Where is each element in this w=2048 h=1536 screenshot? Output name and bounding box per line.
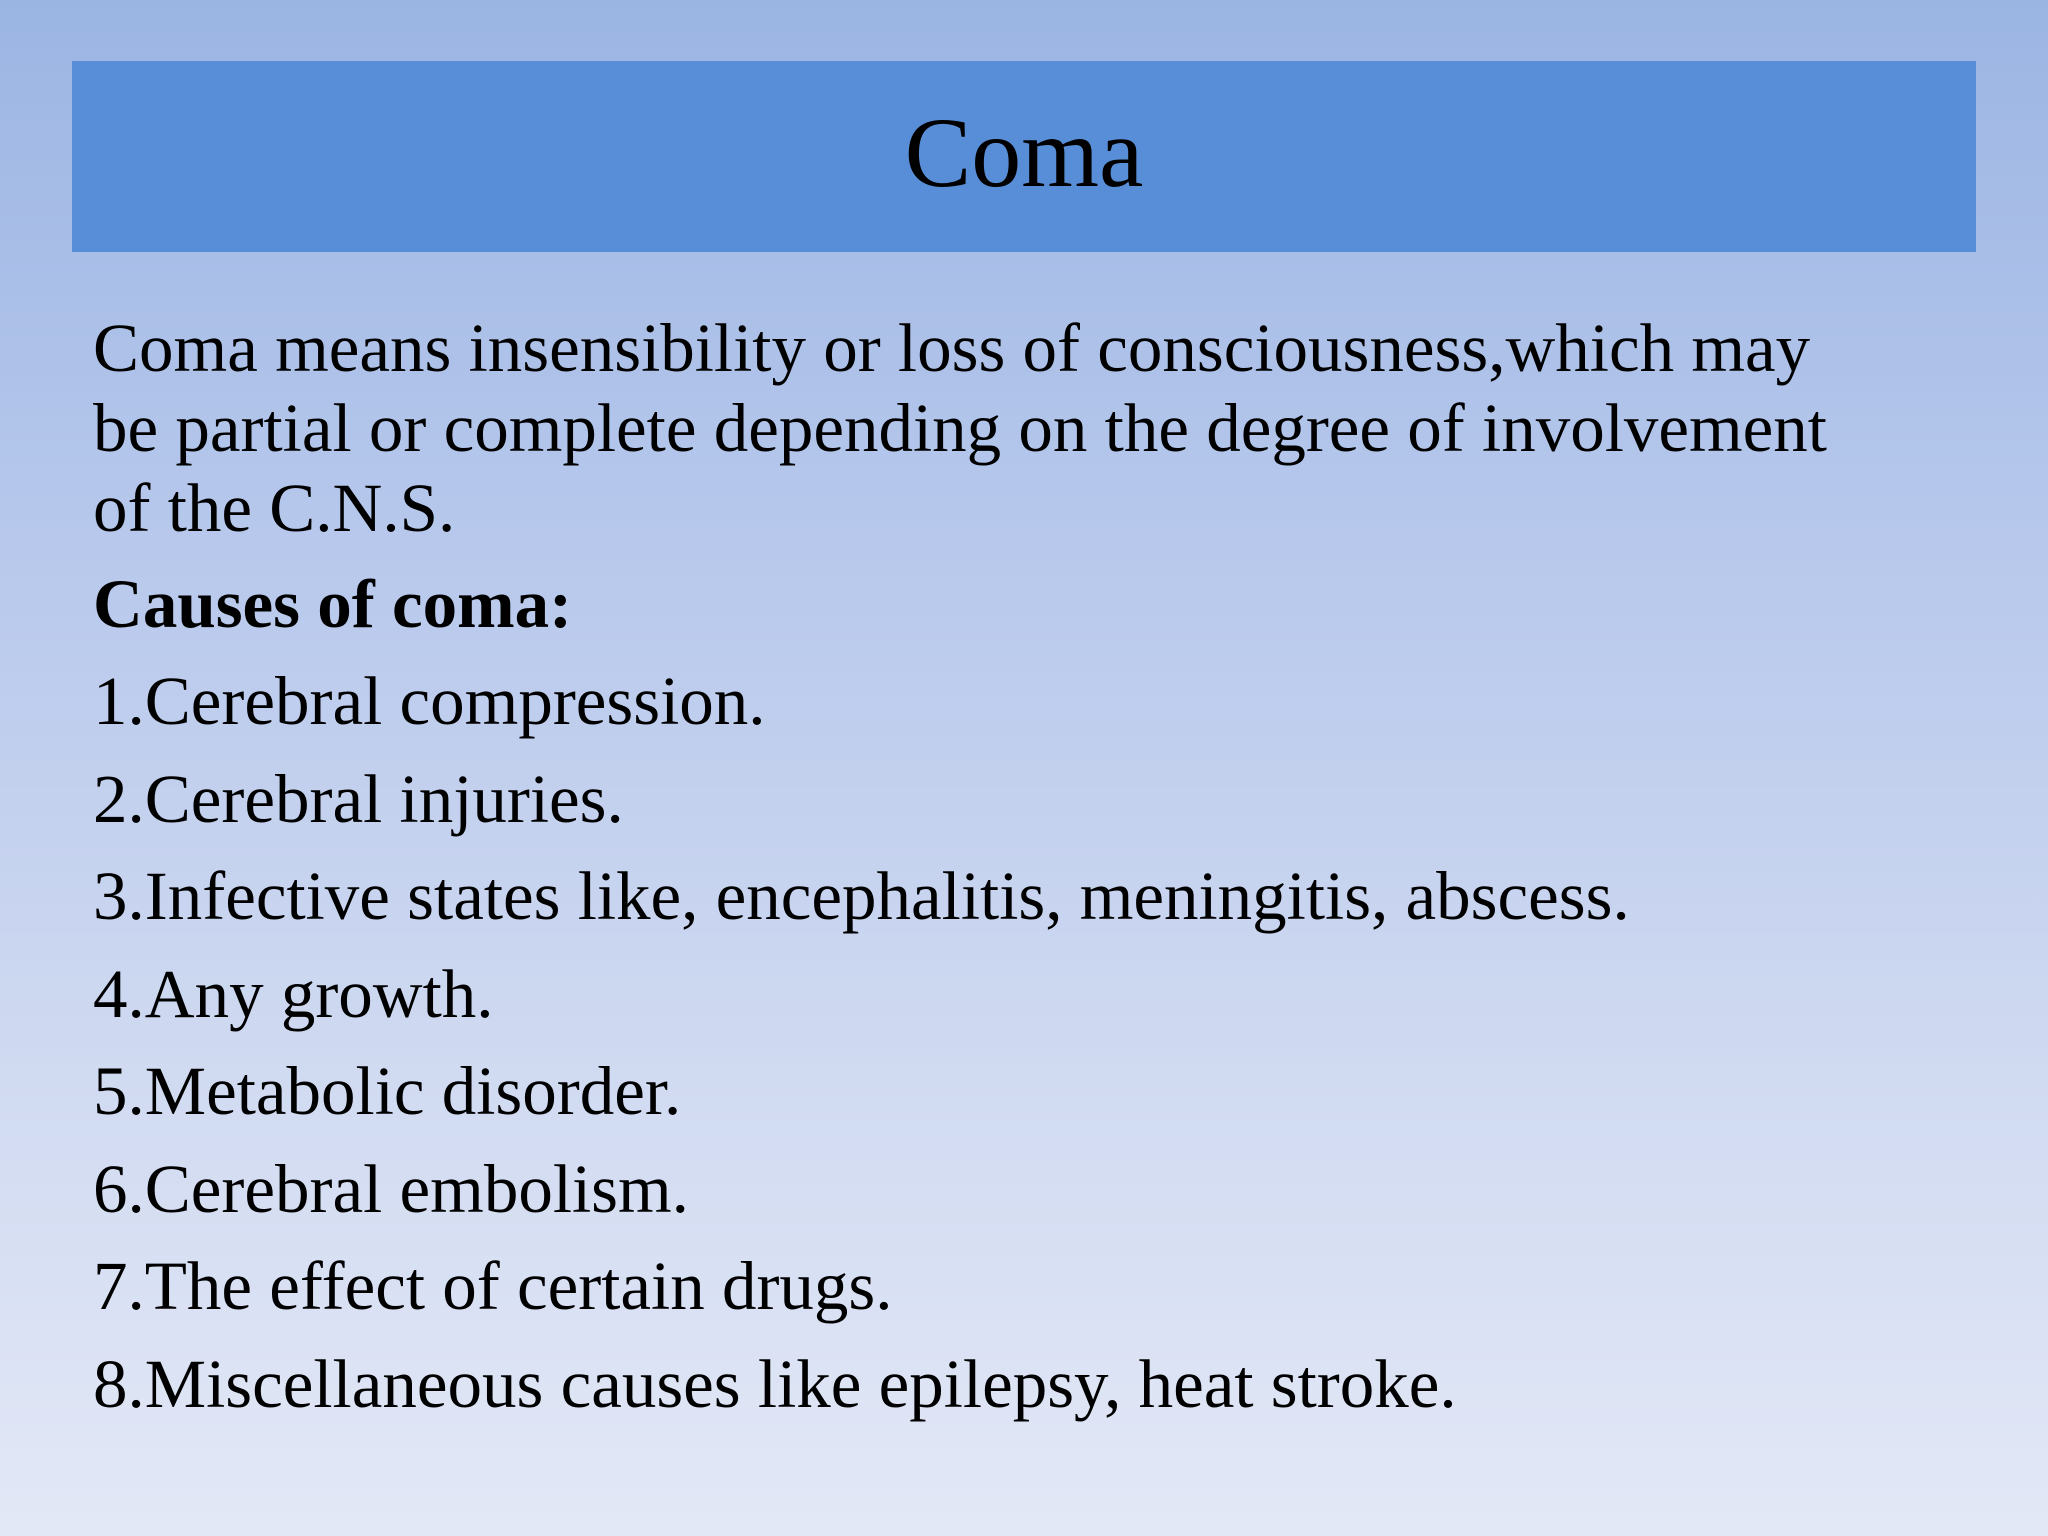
cause-item-1: 1.Cerebral compression. <box>93 663 766 739</box>
intro-paragraph <box>93 308 1993 548</box>
cause-item-5: 5.Metabolic disorder. <box>93 1053 682 1129</box>
intro-line-3: of the C.N.S. <box>93 470 456 546</box>
cause-item-8: 8.Miscellaneous causes like epilepsy, heat stroke. <box>93 1345 1457 1422</box>
cause-item-2: 2.Cerebral injuries. <box>93 760 624 837</box>
slide-content <box>93 308 1993 1441</box>
intro-line-1: Coma means insensibility or loss of consciousness,which may <box>93 310 1811 386</box>
cause-item-3: 3.Infective states like, encephalitis, meningitis, abscess. <box>93 858 1630 934</box>
cause-item-6: 6.Cerebral embolism. <box>93 1150 689 1227</box>
cause-item-4: 4.Any growth. <box>93 955 494 1032</box>
intro-line-2: be partial or complete depending on the degree of involvement <box>93 390 1827 466</box>
title-bar <box>72 61 1976 252</box>
causes-heading: Causes of coma: <box>93 566 573 642</box>
slide-title: Coma <box>904 96 1144 208</box>
causes-list <box>93 661 1993 1424</box>
cause-item-7: 7.The effect of certain drugs. <box>93 1248 893 1324</box>
